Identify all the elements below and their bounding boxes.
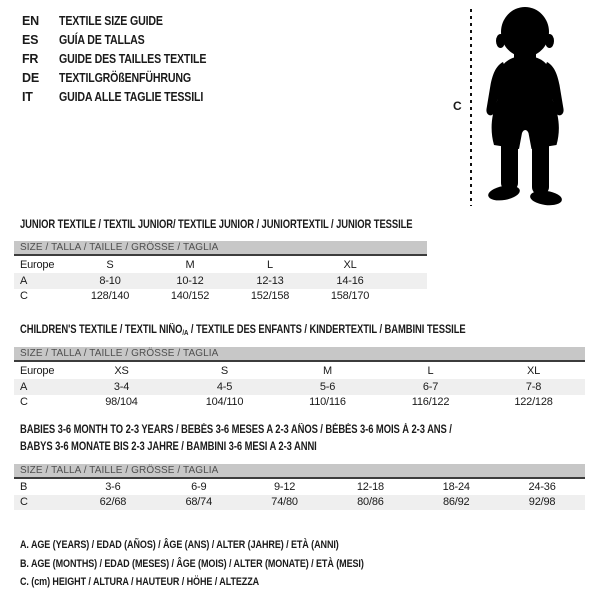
- table-cell: 98/104: [105, 396, 138, 409]
- table-cell: 80/86: [357, 496, 384, 509]
- legend-line: C. (cm) HEIGHT / ALTURA / HAUTEUR / HÖHE / ALTEZZA: [20, 576, 260, 588]
- language-row: [22, 14, 232, 33]
- language-title: TEXTILGRÖßENFÜHRUNG: [59, 71, 191, 85]
- babies-section-heading: [20, 422, 452, 456]
- junior-section-heading: [20, 217, 413, 234]
- table-cell: 8-10: [99, 274, 121, 287]
- table-cell: 5-6: [319, 380, 336, 393]
- language-code: ES: [22, 33, 39, 47]
- table-cell: 74/80: [271, 496, 298, 509]
- junior-size-table: [14, 241, 427, 304]
- language-row: [22, 33, 232, 52]
- table-row: [14, 395, 585, 411]
- language-row: [22, 90, 232, 109]
- table-cell: 12-13: [256, 274, 284, 287]
- table-rows: [14, 362, 585, 410]
- heading-line: [20, 439, 452, 456]
- table-row: [14, 289, 427, 305]
- language-list: [22, 14, 232, 109]
- table-cell: 7-8: [525, 380, 542, 393]
- toddler-silhouette-icon: [477, 5, 573, 211]
- table-cell: 24-36: [528, 480, 556, 493]
- table-cell: 68/74: [185, 496, 212, 509]
- table-row: [14, 479, 585, 495]
- size-header-bar: SIZE / TALLA / TAILLE / GRÖSSE / TAGLIA: [14, 241, 427, 256]
- row-label: C: [20, 496, 28, 509]
- table-cell: M: [323, 364, 332, 377]
- table-row: [14, 256, 427, 273]
- table-cell: 4-5: [216, 380, 233, 393]
- table-cell: 10-12: [176, 274, 204, 287]
- height-measure-dashed-line: [470, 9, 472, 206]
- row-label: A: [20, 380, 28, 393]
- table-cell: 6-7: [422, 380, 439, 393]
- language-title: GUÍA DE TALLAS: [59, 33, 145, 47]
- table-cell: 18-24: [442, 480, 470, 493]
- row-label: C: [20, 396, 28, 409]
- heading-text: CHILDREN'S TEXTILE / TEXTIL NIÑO: [20, 324, 183, 336]
- babies-size-table: [14, 464, 585, 510]
- table-row: [14, 273, 427, 289]
- table-cell: 62/68: [99, 496, 127, 509]
- table-rows: [14, 479, 585, 510]
- language-code: IT: [22, 90, 33, 104]
- size-header-bar: SIZE / TALLA / TAILLE / GRÖSSE / TAGLIA: [14, 347, 585, 362]
- heading-line: [20, 217, 413, 234]
- table-cell: 14-16: [336, 274, 364, 287]
- heading-text: BABYS 3-6 MONATE BIS 2-3 JAHRE / BAMBINI 3-6 MESI A 2-3 ANNI: [20, 441, 317, 453]
- table-row: [14, 495, 585, 511]
- table-cell: M: [185, 258, 195, 271]
- table-cell: 128/140: [90, 290, 130, 303]
- heading-text: JUNIOR TEXTILE / TEXTIL JUNIOR/ TEXTILE JUNIOR / JUNIORTEXTIL / JUNIOR TESSILE: [20, 219, 413, 231]
- language-title: GUIDA ALLE TAGLIE TESSILI: [59, 90, 204, 104]
- language-code: FR: [22, 52, 39, 66]
- size-header-bar: SIZE / TALLA / TAILLE / GRÖSSE / TAGLIA: [14, 464, 585, 479]
- table-rows: [14, 256, 427, 304]
- language-code: DE: [22, 71, 39, 85]
- legend-line: A. AGE (YEARS) / EDAD (AÑOS) / ÂGE (ANS) / ALTER (JAHRE) / ETÀ (ANNI): [20, 539, 339, 551]
- table-row: [14, 362, 585, 379]
- legend-line: B. AGE (MONTHS) / EDAD (MESES) / ÂGE (MOIS) / ALTER (MONATE) / ETÀ (MESI): [20, 557, 364, 570]
- heading-subscript: /A: [182, 328, 189, 337]
- row-label: A: [20, 274, 28, 287]
- table-cell: XL: [343, 258, 357, 271]
- table-cell: XL: [526, 364, 541, 377]
- row-label: Europe: [20, 258, 55, 271]
- table-cell: 104/110: [205, 396, 244, 409]
- table-cell: 122/128: [514, 396, 553, 409]
- heading-text: BABIES 3-6 MONTH TO 2-3 YEARS / BEBÉS 3-6 MESES A 2-3 AÑOS / BÉBÉS 3-6 MOIS À 2-3 ANS /: [20, 424, 452, 436]
- table-cell: 158/170: [330, 290, 370, 303]
- heading-text: / TEXTILE DES ENFANTS / KINDERTEXTIL / BAMBINI TESSILE: [188, 324, 466, 336]
- children-size-table: [14, 347, 585, 410]
- row-label: B: [20, 480, 28, 493]
- table-cell: 9-12: [273, 480, 296, 493]
- height-measure-label: C: [453, 99, 462, 113]
- table-cell: 3-6: [105, 480, 121, 493]
- language-row: [22, 71, 232, 90]
- table-cell: 140/152: [170, 290, 210, 303]
- language-title: GUIDE DES TAILLES TEXTILE: [59, 52, 207, 66]
- measurement-legend: [20, 536, 439, 592]
- children-section-heading: [20, 322, 466, 341]
- heading-line: [20, 322, 466, 341]
- row-label: C: [20, 290, 28, 303]
- table-cell: 110/116: [309, 396, 346, 409]
- table-cell: 116/122: [411, 396, 450, 409]
- heading-line: [20, 422, 452, 439]
- table-cell: XS: [114, 364, 129, 377]
- language-title: TEXTILE SIZE GUIDE: [59, 14, 163, 28]
- table-cell: L: [267, 258, 273, 271]
- table-cell: S: [106, 258, 114, 271]
- table-cell: 86/92: [442, 496, 470, 509]
- row-label: Europe: [20, 364, 55, 377]
- table-cell: S: [220, 364, 229, 377]
- language-code: EN: [22, 14, 39, 28]
- table-cell: 12-18: [356, 480, 384, 493]
- table-cell: 6-9: [191, 480, 207, 493]
- table-cell: L: [427, 364, 434, 377]
- table-row: [14, 379, 585, 395]
- table-cell: 92/98: [528, 496, 556, 509]
- language-row: [22, 52, 232, 71]
- table-cell: 152/158: [250, 290, 290, 303]
- table-cell: 3-4: [113, 380, 130, 393]
